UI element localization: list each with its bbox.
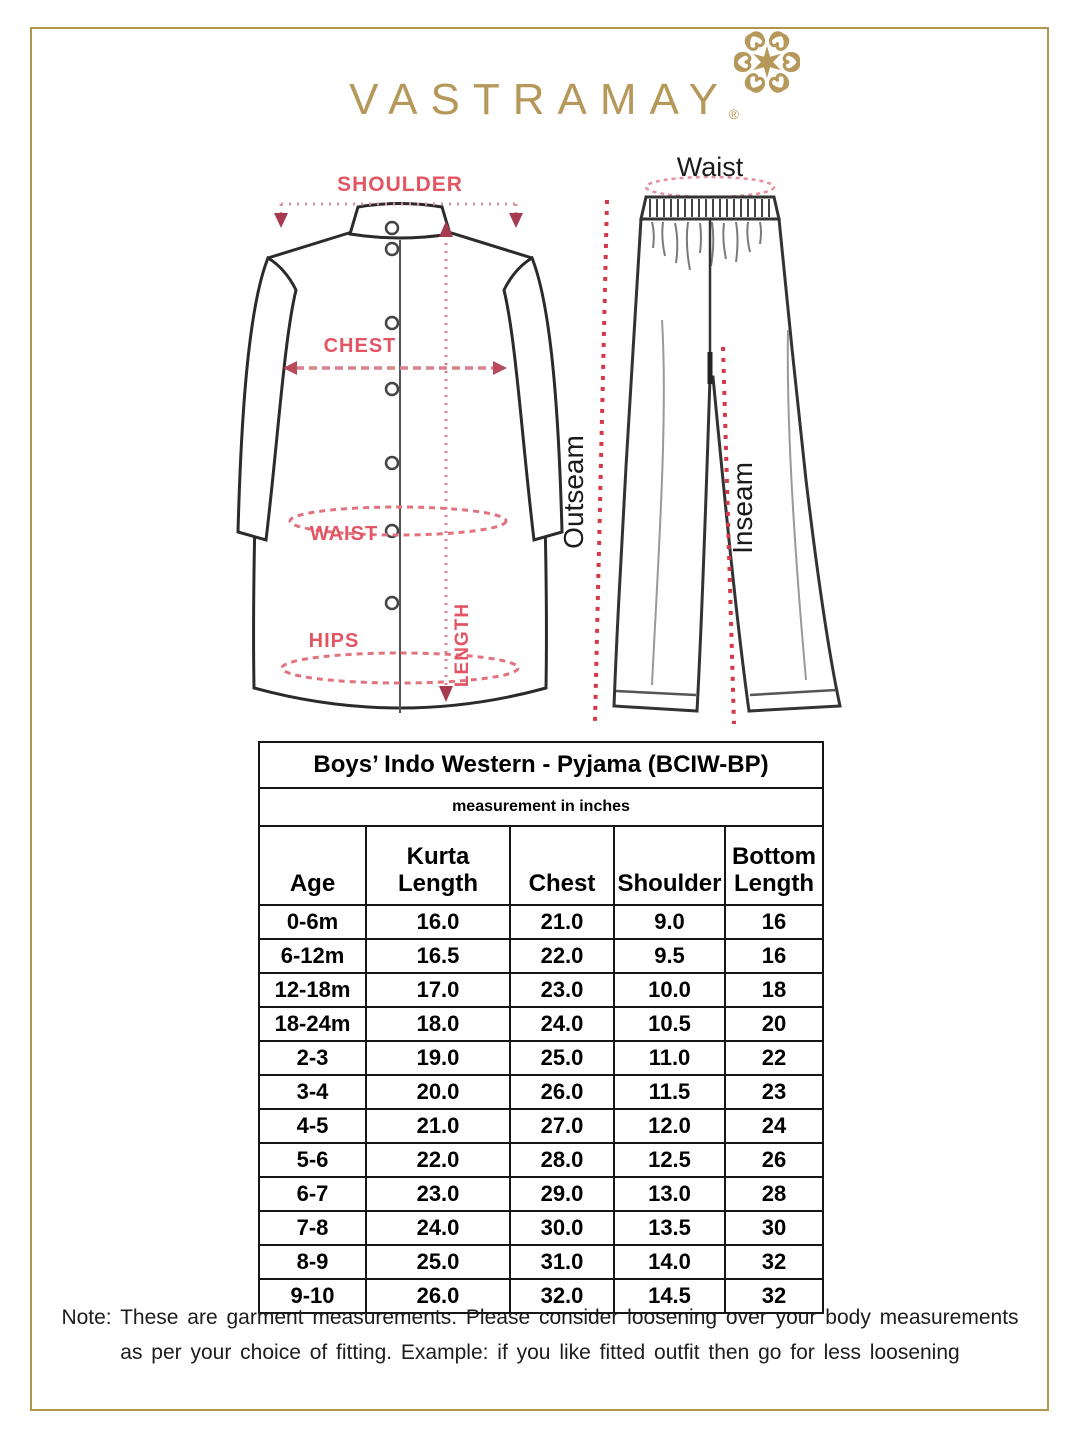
table-cell: 22.0 xyxy=(510,939,614,973)
table-cell: 18-24m xyxy=(259,1007,366,1041)
star-icon xyxy=(753,46,781,78)
table-cell: 3-4 xyxy=(259,1075,366,1109)
table-row xyxy=(259,1075,823,1109)
table-cell: 16 xyxy=(725,939,823,973)
table-cell: 20.0 xyxy=(366,1075,510,1109)
size-table xyxy=(258,741,824,1314)
table-row xyxy=(259,1177,823,1211)
table-cell: 7-8 xyxy=(259,1211,366,1245)
brand-logo xyxy=(0,75,1080,124)
kurta-diagram xyxy=(238,173,562,713)
table-cell: 23.0 xyxy=(366,1177,510,1211)
mandala-swirl-icon xyxy=(729,24,805,100)
table-cell: 10.5 xyxy=(614,1007,725,1041)
table-cell: 14.5 xyxy=(614,1279,725,1313)
table-cell: 28.0 xyxy=(510,1143,614,1177)
kurta-collar xyxy=(350,204,450,239)
pyjama-waistband xyxy=(641,197,779,219)
table-header-row xyxy=(259,826,823,905)
table-cell: 9-10 xyxy=(259,1279,366,1313)
table-cell: 32.0 xyxy=(510,1279,614,1313)
table-cell: 22.0 xyxy=(366,1143,510,1177)
column-header-age: Age xyxy=(259,826,366,905)
table-cell: 28 xyxy=(725,1177,823,1211)
table-cell: 25.0 xyxy=(366,1245,510,1279)
table-cell: 4-5 xyxy=(259,1109,366,1143)
hips-label: HIPS xyxy=(308,630,360,652)
table-cell: 19.0 xyxy=(366,1041,510,1075)
table-cell: 23 xyxy=(725,1075,823,1109)
table-cell: 30 xyxy=(725,1211,823,1245)
table-cell: 30.0 xyxy=(510,1211,614,1245)
table-cell: 13.0 xyxy=(614,1177,725,1211)
table-cell: 27.0 xyxy=(510,1109,614,1143)
table-cell: 16 xyxy=(725,905,823,939)
table-cell: 26 xyxy=(725,1143,823,1177)
registered-trademark: ® xyxy=(728,106,739,122)
length-label: LENGTH xyxy=(452,602,473,688)
table-cell: 23.0 xyxy=(510,973,614,1007)
table-cell: 17.0 xyxy=(366,973,510,1007)
kurta-waist-label: WAIST xyxy=(309,523,379,545)
table-cell: 32 xyxy=(725,1245,823,1279)
table-cell: 24.0 xyxy=(366,1211,510,1245)
table-cell: 26.0 xyxy=(366,1279,510,1313)
table-cell: 26.0 xyxy=(510,1075,614,1109)
outseam-label: Outseam xyxy=(558,435,589,549)
table-cell: 25.0 xyxy=(510,1041,614,1075)
brand-logo-inner xyxy=(349,75,739,124)
table-cell: 9.0 xyxy=(614,905,725,939)
inseam-label: Inseam xyxy=(727,462,758,554)
table-cell: 29.0 xyxy=(510,1177,614,1211)
table-row xyxy=(259,1041,823,1075)
table-row xyxy=(259,973,823,1007)
table-cell: 10.0 xyxy=(614,973,725,1007)
table-cell: 12-18m xyxy=(259,973,366,1007)
table-cell: 13.5 xyxy=(614,1211,725,1245)
table-cell: 18 xyxy=(725,973,823,1007)
table-row xyxy=(259,1245,823,1279)
size-table-body xyxy=(259,905,823,1313)
measurement-note: Note: These are garment measurements. Please consider loosening over your body measurements as per your choice of fitting. Example: if you like fitted outfit then go for less loosening xyxy=(61,1306,1019,1364)
table-cell: 6-12m xyxy=(259,939,366,973)
pyjama-waist-label: Waist xyxy=(676,152,744,182)
table-subtitle-row xyxy=(259,788,823,826)
pyjama-diagram xyxy=(558,152,840,724)
table-cell: 24.0 xyxy=(510,1007,614,1041)
table-cell: 11.0 xyxy=(614,1041,725,1075)
table-cell: 2-3 xyxy=(259,1041,366,1075)
table-subtitle: measurement in inches xyxy=(259,788,823,826)
table-cell: 8-9 xyxy=(259,1245,366,1279)
table-cell: 0-6m xyxy=(259,905,366,939)
table-cell: 18.0 xyxy=(366,1007,510,1041)
table-title-row xyxy=(259,742,823,788)
brand-logo-text: VASTRAMAY xyxy=(349,75,731,124)
column-header-kurta-length: Kurta Length xyxy=(366,826,510,905)
table-title: Boys’ Indo Western - Pyjama (BCIW-BP) xyxy=(259,742,823,788)
table-cell: 5-6 xyxy=(259,1143,366,1177)
shoulder-label: SHOULDER xyxy=(337,173,463,196)
column-header-bottom-length: Bottom Length xyxy=(725,826,823,905)
table-cell: 32 xyxy=(725,1279,823,1313)
table-cell: 16.5 xyxy=(366,939,510,973)
chest-label: CHEST xyxy=(323,335,397,357)
table-cell: 22 xyxy=(725,1041,823,1075)
table-cell: 9.5 xyxy=(614,939,725,973)
table-cell: 21.0 xyxy=(510,905,614,939)
table-cell: 20 xyxy=(725,1007,823,1041)
column-header-shoulder: Shoulder xyxy=(614,826,725,905)
outseam-measure-line xyxy=(595,200,607,722)
table-cell: 21.0 xyxy=(366,1109,510,1143)
garment-diagrams xyxy=(0,140,1080,740)
table-cell: 24 xyxy=(725,1109,823,1143)
table-row xyxy=(259,905,823,939)
table-cell: 16.0 xyxy=(366,905,510,939)
column-header-chest: Chest xyxy=(510,826,614,905)
table-row xyxy=(259,1211,823,1245)
table-cell: 14.0 xyxy=(614,1245,725,1279)
table-row xyxy=(259,1007,823,1041)
table-cell: 6-7 xyxy=(259,1177,366,1211)
table-cell: 31.0 xyxy=(510,1245,614,1279)
table-cell: 12.0 xyxy=(614,1109,725,1143)
table-row xyxy=(259,1109,823,1143)
table-cell: 12.5 xyxy=(614,1143,725,1177)
table-row xyxy=(259,1143,823,1177)
table-cell: 11.5 xyxy=(614,1075,725,1109)
table-row xyxy=(259,939,823,973)
